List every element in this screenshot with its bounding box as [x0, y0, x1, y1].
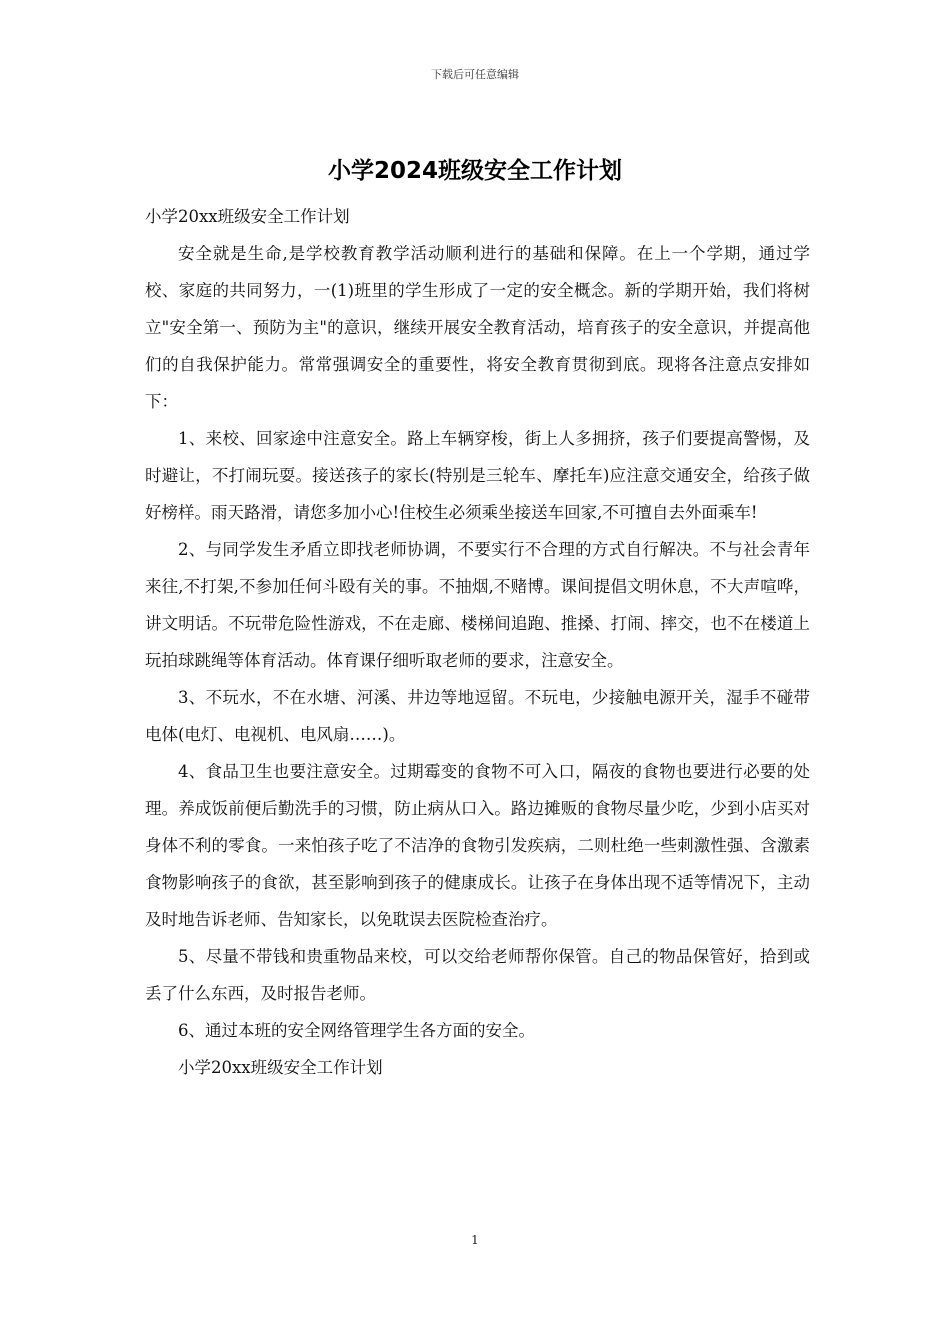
document-title: 小学2024班级安全工作计划	[327, 158, 622, 184]
paragraph-item-3: 3、不玩水，不在水塘、河溪、井边等地逗留。不玩电，少接触电源开关，湿手不碰带电体(电灯、电视机、电风扇……)。	[145, 688, 810, 744]
paragraph-item-6: 6、通过本班的安全网络管理学生各方面的安全。	[178, 1021, 535, 1040]
paragraph-closing-title: 小学20xx班级安全工作计划	[178, 1058, 383, 1077]
header-note: 下载后可任意编辑	[431, 68, 519, 81]
paragraph-item-2: 2、与同学发生矛盾立即找老师协调，不要实行不合理的方式自行解决。不与社会青年来往,不打架,不参加任何斗殴有关的事。不抽烟,不赌博。课间提倡文明休息，不大声喧哗，讲文明话。不玩带危险性游戏，不在走廊、楼梯间追跑、推搡、打闹、摔交，也不在楼道上玩拍球跳绳等体育活动。体育课仔细听取老师的要求，注意安全。	[145, 540, 810, 670]
page-number: 1	[471, 1233, 479, 1247]
paragraph-intro: 安全就是生命,是学校教育教学活动顺利进行的基础和保障。在上一个学期，通过学校、家庭的共同努力，一(1)班里的学生形成了一定的安全概念。新的学期开始，我们将树立"安全第一、预防为主"的意识，继续开展安全教育活动，培育孩子的安全意识，并提高他们的自我保护能力。常常强调安全的重要性，将安全教育贯彻到底。现将各注意点安排如下：	[145, 244, 810, 411]
paragraph-item-4: 4、食品卫生也要注意安全。过期霉变的食物不可入口，隔夜的食物也要进行必要的处理。养成饭前便后勤洗手的习惯，防止病从口入。路边摊贩的食物尽量少吃，少到小店买对身体不利的零食。一来怕孩子吃了不洁净的食物引发疾病，二则杜绝一些刺激性强、含激素食物影响孩子的食欲，甚至影响到孩子的健康成长。让孩子在身体出现不适等情况下，主动及时地告诉老师、告知家长，以免耽误去医院检查治疗。	[145, 762, 810, 929]
subtitle: 小学20xx班级安全工作计划	[145, 207, 350, 226]
paragraph-item-1: 1、来校、回家途中注意安全。路上车辆穿梭，街上人多拥挤，孩子们要提高警惕，及时避让，不打闹玩耍。接送孩子的家长(特别是三轮车、摩托车)应注意交通安全，给孩子做好榜样。雨天路滑，请您多加小心!住校生必须乘坐接送车回家,不可擅自去外面乘车!	[145, 429, 810, 522]
document-body	[145, 198, 810, 1086]
paragraph-item-5: 5、尽量不带钱和贵重物品来校，可以交给老师帮你保管。自己的物品保管好，拾到或丢了什么东西，及时报告老师。	[145, 947, 810, 1003]
